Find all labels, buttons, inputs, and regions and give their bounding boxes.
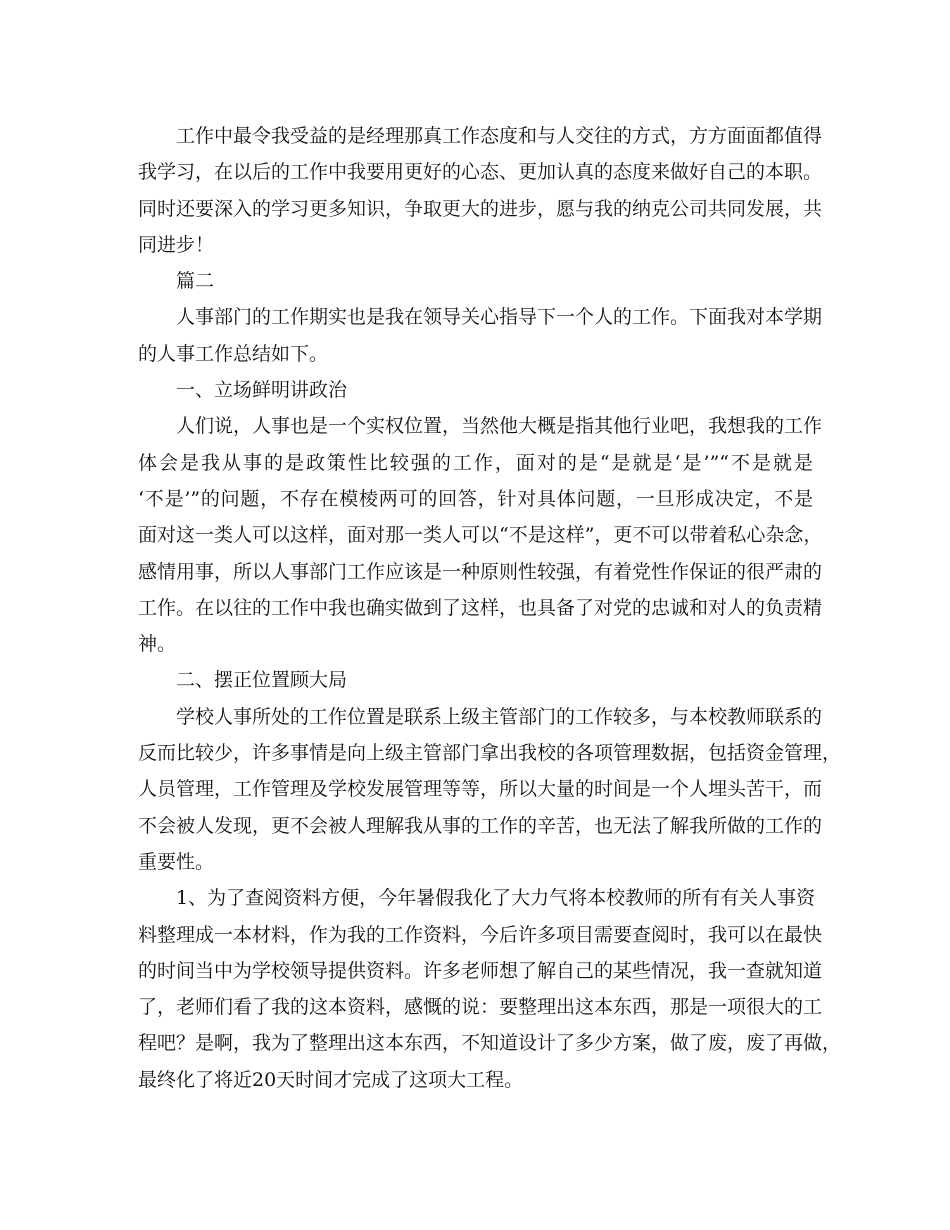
paragraph-line: 1、为了查阅资料方便，今年暑假我化了大力气将本校教师的所有有关人事资 — [176, 887, 816, 910]
paragraph-line: 面对这一类人可以这样，面对那一类人可以“不是这样”，更不可以带着私心杂念， — [138, 524, 823, 547]
paragraph-line: 同时还要深入的学习更多知识，争取更大的进步，愿与我的纳克公司共同发展，共 — [138, 197, 823, 220]
paragraph-line: 了，老师们看了我的这本资料，感慨的说：要整理出这本东西，那是一项很大的工 — [138, 996, 823, 1019]
paragraph-line: 不会被人发现，更不会被人理解我从事的工作的辛苦，也无法了解我所做的工作的 — [138, 814, 823, 837]
paragraph-line: 人们说，人事也是一个实权位置，当然他大概是指其他行业吧，我想我的工作 — [176, 415, 823, 438]
paragraph-line: 体会是我从事的是政策性比较强的工作，面对的是“是就是‘是’”“不是就是 — [138, 451, 813, 474]
section-heading: 二、摆正位置顾大局 — [176, 669, 348, 692]
section-heading: 一、立场鲜明讲政治 — [176, 379, 348, 402]
section-heading: 篇二 — [176, 270, 215, 293]
paragraph-line: 的人事工作总结如下。 — [138, 342, 329, 365]
paragraph-line: 同进步！ — [138, 233, 215, 256]
paragraph-line: 重要性。 — [138, 850, 215, 873]
paragraph-line: 料整理成一本材料，作为我的工作资料，今后许多项目需要查阅时，我可以在最快 — [138, 923, 823, 946]
paragraph-line: 反而比较少，许多事情是向上级主管部门拿出我校的各项管理数据，包括资金管理， — [138, 742, 842, 765]
paragraph-line: 工作中最令我受益的是经理那真工作态度和与人交往的方式，方方面面都值得 — [176, 125, 823, 147]
paragraph-line: 神。 — [138, 633, 177, 656]
paragraph-line: 人事部门的工作期实也是我在领导关心指导下一个人的工作。下面我对本学期 — [176, 306, 823, 329]
paragraph-line: 程吧？是啊，我为了整理出这本东西，不知道设计了多少方案，做了废，废了再做， — [138, 1032, 842, 1055]
paragraph-line: 最终化了将近20天时间才完成了这项大工程。 — [138, 1068, 524, 1091]
paragraph-line: 的时间当中为学校领导提供资料。许多老师想了解自己的某些情况，我一查就知道 — [138, 959, 823, 982]
paragraph-line: 工作。在以往的工作中我也确实做到了这样，也具备了对党的忠诚和对人的负责精 — [138, 596, 823, 619]
paragraph-line: 我学习，在以后的工作中我要用更好的心态、更加认真的态度来做好自己的本职。 — [138, 161, 823, 184]
paragraph-line: 感情用事，所以人事部门工作应该是一种原则性较强，有着党性作保证的很严肃的 — [138, 560, 823, 583]
paragraph-line: 学校人事所处的工作位置是联系上级主管部门的工作较多，与本校教师联系的 — [176, 705, 823, 728]
paragraph-line: 人员管理，工作管理及学校发展管理等等，所以大量的时间是一个人埋头苦干，而 — [138, 778, 823, 801]
paragraph-line: ‘不是’”的问题，不存在模棱两可的回答，针对具体问题，一旦形成决定，不是 — [138, 487, 813, 510]
document-body — [138, 118, 842, 1098]
